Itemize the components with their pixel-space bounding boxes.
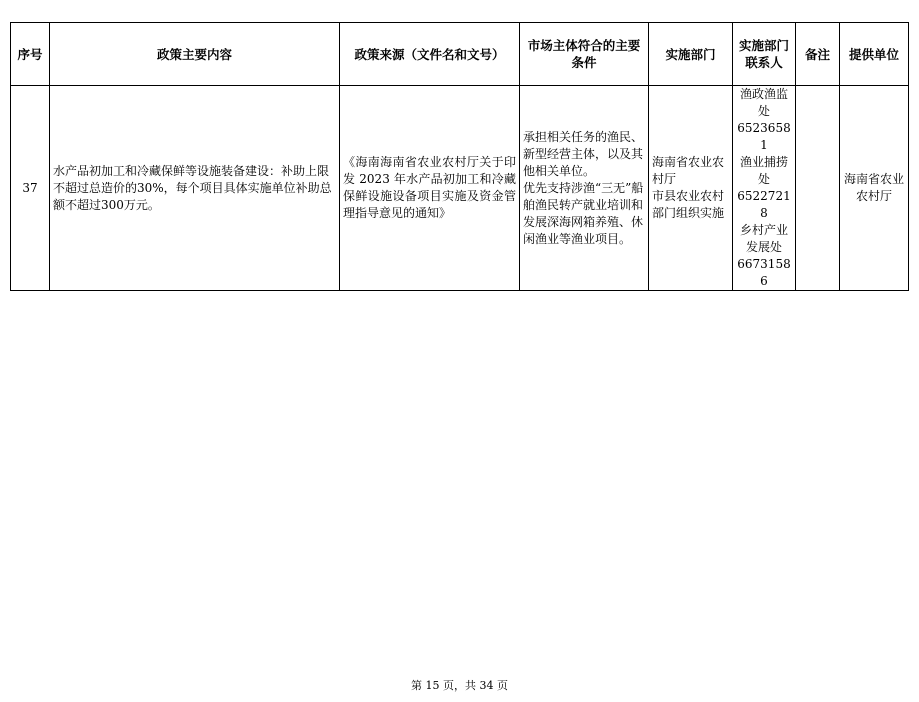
row-provider: 海南省农业农村厅 xyxy=(840,86,909,291)
contact-line: 渔政渔监处 xyxy=(739,87,788,118)
condition-line: 优先支持涉渔“三无”船舶渔民转产就业培训和发展深海网箱养殖、休闲渔业等渔业项目。 xyxy=(523,180,644,246)
header-policy-source: 政策来源（文件名和文号） xyxy=(340,23,520,86)
header-remark: 备注 xyxy=(796,23,840,86)
row-contact xyxy=(733,86,796,291)
row-number: 37 xyxy=(11,86,50,291)
header-provider: 提供单位 xyxy=(840,23,909,86)
contact-line: 渔业捕捞处 xyxy=(739,155,788,186)
table-header-row xyxy=(11,23,909,86)
header-conditions: 市场主体符合的主要条件 xyxy=(520,23,649,86)
contact-line: 65236581 xyxy=(737,121,791,152)
department-line: 市县农业农村部门组织实施 xyxy=(652,189,725,220)
header-policy-content: 政策主要内容 xyxy=(50,23,340,86)
contact-line: 65227218 xyxy=(737,189,791,220)
row-department xyxy=(649,86,733,291)
contact-line: 66731586 xyxy=(737,257,791,288)
page-footer: 第 15 页，共 34 页 xyxy=(411,679,508,692)
condition-line: 承担相关任务的渔民、新型经营主体，以及其他相关单位。 xyxy=(523,129,644,178)
row-conditions xyxy=(520,86,649,291)
department-line: 海南省农业农村厅 xyxy=(652,155,725,186)
header-department: 实施部门 xyxy=(649,23,733,86)
row-policy-content: 水产品初加工和冷藏保鲜等设施装备建设：补助上限不超过总造价的30%，每个项目具体实施单位补助总额不超过300万元。 xyxy=(50,86,340,291)
row-remark xyxy=(796,86,840,291)
policy-table xyxy=(10,22,909,291)
header-number: 序号 xyxy=(11,23,50,86)
header-contact: 实施部门联系人 xyxy=(733,23,796,86)
row-policy-source: 《海南海南省农业农村厅关于印发 2023 年水产品初加工和冷藏保鲜设施设备项目实施及资金管理指导意见的通知》 xyxy=(340,86,520,291)
contact-line: 乡村产业发展处 xyxy=(739,223,788,254)
table-row xyxy=(11,86,909,291)
